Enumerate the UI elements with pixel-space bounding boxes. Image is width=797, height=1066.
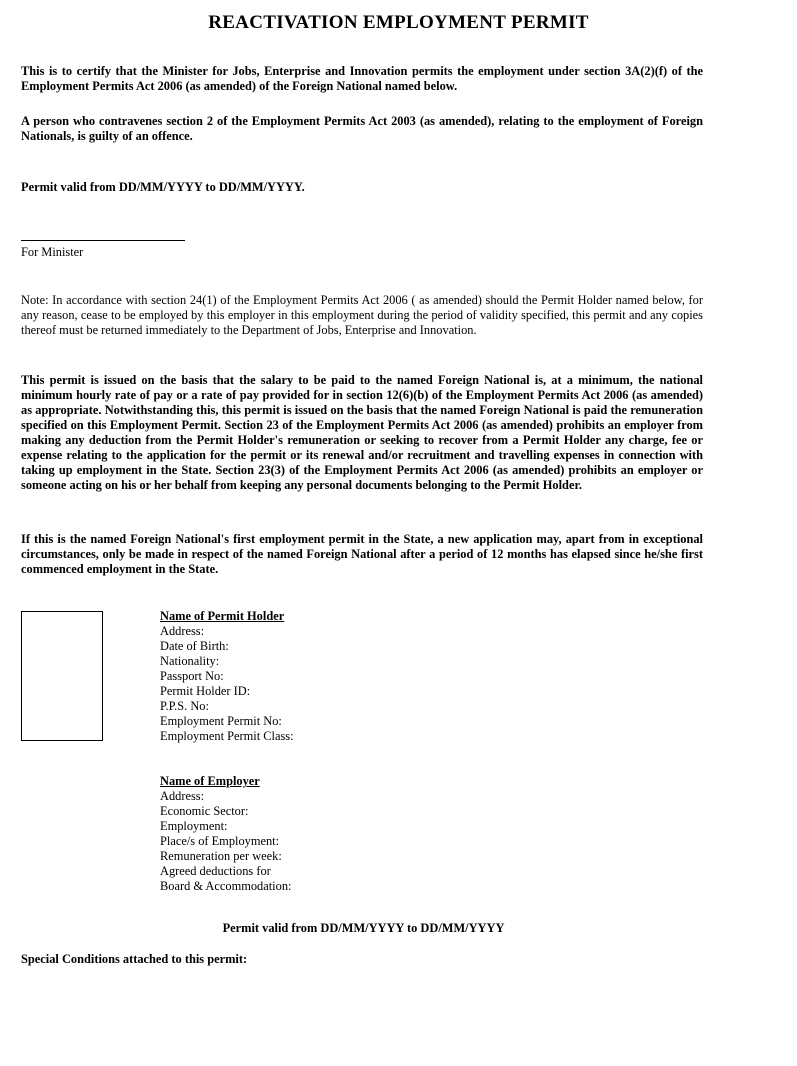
employer-field: Place/s of Employment: <box>160 834 280 848</box>
permit-holder-heading: Name of Permit Holder <box>160 609 285 623</box>
signature-label: For Minister <box>21 245 84 259</box>
note-paragraph: Note: In accordance with section 24(1) of the Employment Permits Act 2006 ( as amended) should the Permit Holder named below, for any reason, cease to be employed by this employer in this employment during the period of validity specified, this permit and any copies thereof must be returned immediately to the Department of Jobs, Enterprise and Innovation. <box>21 293 703 337</box>
photo-box <box>21 611 103 741</box>
signature-line <box>21 240 185 241</box>
permit-holder-field: Permit Holder ID: <box>160 684 251 698</box>
permit-holder-field: Employment Permit No: <box>160 714 282 728</box>
first-permit-paragraph: If this is the named Foreign National's first employment permit in the State, a new application may, apart from in exceptional circumstances, only be made in respect of the named Foreign National after a period of 12 months has elapsed since he/she first commenced employment in the State. <box>21 532 703 576</box>
permit-holder-details <box>160 609 294 744</box>
permit-holder-field: Passport No: <box>160 669 224 683</box>
permit-holder-field: Employment Permit Class: <box>160 729 294 743</box>
offence-paragraph: A person who contravenes section 2 of the Employment Permits Act 2003 (as amended), relating to the employment of Foreign Nationals, is guilty of an offence. <box>21 114 703 143</box>
validity-statement-top: Permit valid from DD/MM/YYYY to DD/MM/YYYY. <box>21 180 305 194</box>
intro-paragraph: This is to certify that the Minister for Jobs, Enterprise and Innovation permits the employment under section 3A(2)(f) of the Employment Permits Act 2006 (as amended) of the Foreign National named below. <box>21 64 703 93</box>
document-title: REACTIVATION EMPLOYMENT PERMIT <box>208 12 589 33</box>
employer-heading: Name of Employer <box>160 774 260 788</box>
special-conditions-label: Special Conditions attached to this permit: <box>21 952 248 966</box>
employer-field: Remuneration per week: <box>160 849 282 863</box>
permit-holder-field: Address: <box>160 624 205 638</box>
employer-field: Employment: <box>160 819 228 833</box>
permit-holder-field: P.P.S. No: <box>160 699 209 713</box>
permit-holder-field: Date of Birth: <box>160 639 229 653</box>
permit-holder-field: Nationality: <box>160 654 220 668</box>
validity-statement-bottom: Permit valid from DD/MM/YYYY to DD/MM/YYYY <box>222 921 505 935</box>
employer-details <box>160 774 291 894</box>
salary-basis-paragraph: This permit is issued on the basis that the salary to be paid to the named Foreign National is, at a minimum, the national minimum hourly rate of pay or a rate of pay provided for in section 12(6)(b) of the Employment Permits Act 2006 (as amended) as appropriate. Notwithstanding this, this permit is issued on the basis that the named Foreign National is paid the remuneration specified on this Employment Permit. Section 23 of the Employment Permits Act 2006 (as amended) prohibits an employer from making any deduction from the Permit Holder's remuneration or seeking to recover from a Permit Holder any charge, fee or expense relating to the application for the permit or its renewal and/or recruitment and travelling expenses in connection with taking up employment in the State. Section 23(3) of the Employment Permits Act 2006 (as amended) prohibits an employer or someone acting on his or her behalf from keeping any personal documents belonging to the Permit Holder. <box>21 373 703 492</box>
employer-field: Address: <box>160 789 205 803</box>
employer-field: Board & Accommodation: <box>160 879 292 893</box>
employer-field: Agreed deductions for <box>160 864 271 878</box>
employer-field: Economic Sector: <box>160 804 249 818</box>
